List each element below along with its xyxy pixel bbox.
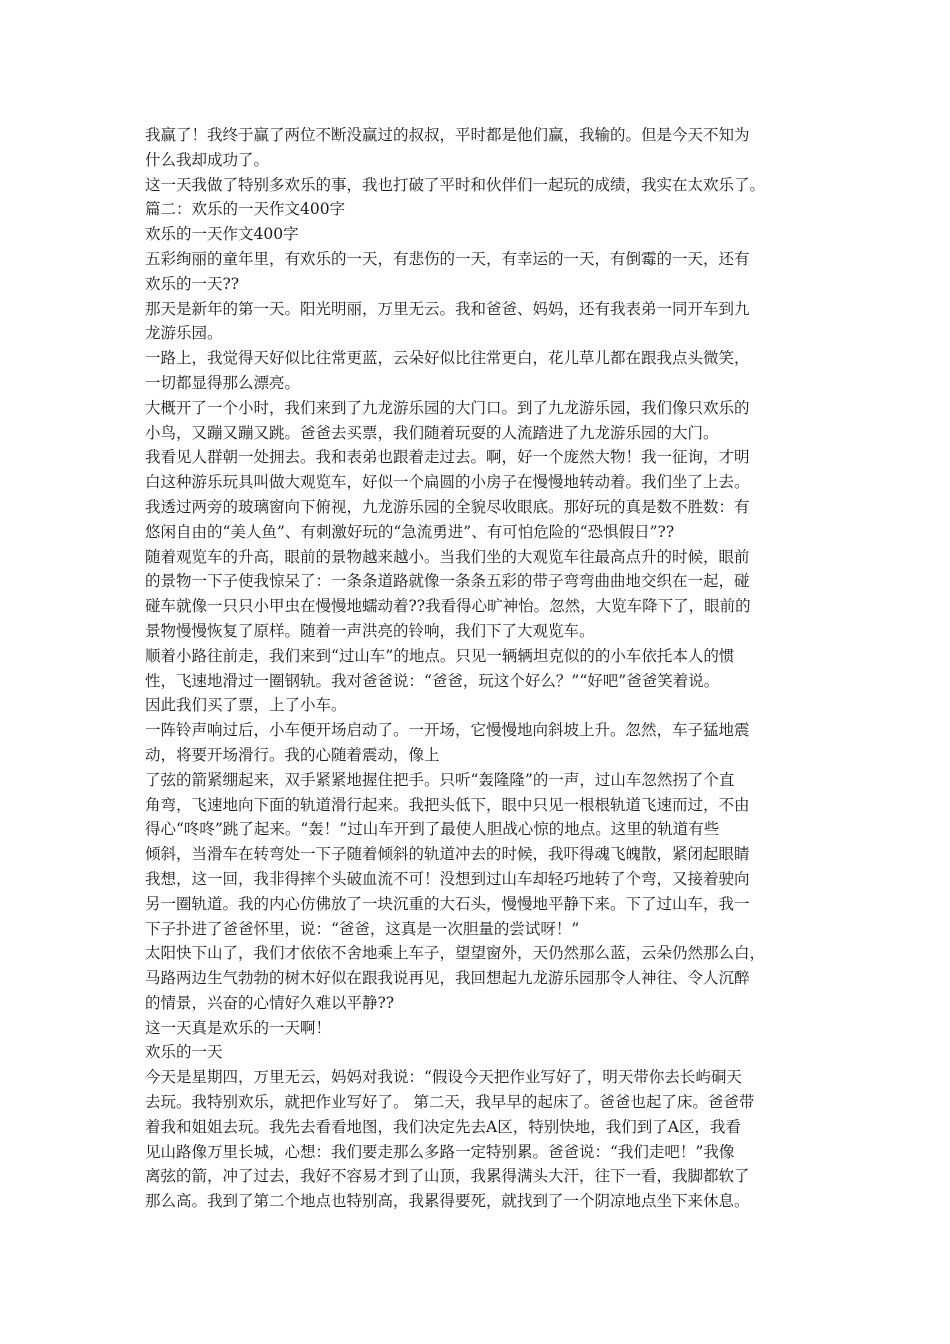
text-line: 今天是星期四，万里无云，妈妈对我说：“假设今天把作业写好了，明天带你去长屿硐天	[145, 1068, 742, 1087]
text-line: 一路上，我觉得天好似比往常更蓝，云朵好似比往常更白，花儿草儿都在跟我点头微笑，	[145, 349, 750, 368]
text-line: 下子扑进了爸爸怀里，说：“爸爸，这真是一次胆量的尝试呀！”	[145, 919, 580, 938]
text-line: 性，飞速地滑过一圈钢轨。我对爸爸说：“爸爸，玩这个好么？”“好吧”爸爸笑着说。	[145, 671, 720, 690]
text-line: 因此我们买了票，上了小车。	[145, 696, 347, 715]
text-line: 的情景，兴奋的心情好久难以平静??	[145, 993, 395, 1012]
text-line: 碰车就像一只只小甲虫在慢慢地蠕动着??我看得心旷神怡。忽然，大览车降下了，眼前的	[145, 597, 751, 616]
text-line: 白这种游乐玩具叫做大观览车，好似一个扁圆的小房子在慢慢地转动着。我们坐了上去。	[145, 473, 750, 492]
text-line: 离弦的箭，冲了过去，我好不容易才到了山顶，我累得满头大汗，往下一看，我脚都软了	[145, 1167, 750, 1186]
text-line: 欢乐的一天	[145, 1043, 223, 1062]
text-line: 见山路像万里长城，心想：我们要走那么多路一定特别累。爸爸说：“我们走吧！”我像	[145, 1142, 735, 1161]
text-line: 小鸟，又蹦又蹦又跳。爸爸去买票，我们随着玩耍的人流踏进了九龙游乐园的大门。	[145, 423, 719, 442]
text-line: 大概开了一个小时，我们来到了九龙游乐园的大门口。到了九龙游乐园，我们像只欢乐的	[145, 398, 750, 417]
text-line: 马路两边生气勃勃的树木好似在跟我说再见，我回想起九龙游乐园那令人神往、令人沉醉	[145, 969, 750, 988]
text-line: 我看见人群朝一处拥去。我和表弟也跟着走过去。啊，好一个庞然大物！我一征询，才明	[145, 448, 750, 467]
text-line: 的景物一下子使我惊呆了：一条条道路就像一条条五彩的带子弯弯曲曲地交织在一起，碰	[145, 572, 750, 591]
text-line: 一阵铃声响过后，小车便开场启动了。一开场，它慢慢地向斜坡上升。忽然，车子猛地震	[145, 721, 750, 740]
text-line: 我透过两旁的玻璃窗向下俯视，九龙游乐园的全貌尽收眼底。那好玩的真是数不胜数：有	[145, 497, 750, 516]
text-line: 五彩绚丽的童年里，有欢乐的一天，有悲伤的一天，有幸运的一天，有倒霉的一天，还有	[145, 249, 750, 268]
text-line: 得心“咚咚”跳了起来。“轰！”过山车开到了最使人胆战心惊的地点。这里的轨道有些	[145, 820, 720, 839]
text-line: 什么我却成功了。	[145, 150, 270, 169]
text-line: 我想，这一回，我非得摔个头破血流不可！没想到过山车却轻巧地转了个弯，又接着驶向	[145, 869, 750, 888]
text-line: 欢乐的一天作文400字	[145, 225, 299, 244]
text-line: 另一圈轨道。我的内心仿佛放了一块沉重的大石头，慢慢地平静下来。下了过山车，我一	[145, 894, 750, 913]
text-line: 那么高。我到了第二个地点也特别高，我累得要死，就找到了一个阴凉地点坐下来休息。	[145, 1192, 750, 1211]
document-body	[145, 123, 810, 1214]
text-line: 这一天真是欢乐的一天啊！	[145, 1018, 332, 1037]
text-line: 景物慢慢恢复了原样。随着一声洪亮的铃响，我们下了大观览车。	[145, 621, 595, 640]
text-line: 随着观览车的升高，眼前的景物越来越小。当我们坐的大观览车往最高点升的时候，眼前	[145, 547, 750, 566]
text-line: 着我和姐姐去玩。我先去看看地图，我们决定先去A区，特别快地，我们到了A区，我看	[145, 1117, 741, 1136]
text-line: 顺着小路往前走，我们来到“过山车”的地点。只见一辆辆坦克似的的小车依托本人的惯	[145, 646, 735, 665]
text-line: 一切都显得那么漂亮。	[145, 373, 301, 392]
text-line: 倾斜，当滑车在转弯处一下子随着倾斜的轨道冲去的时候，我吓得魂飞魄散，紧闭起眼睛	[145, 845, 750, 864]
text-line: 去玩。我特别欢乐，就把作业写好了。 第二天，我早早的起床了。爸爸也起了床。爸爸带	[145, 1093, 755, 1112]
text-line: 动，将要开场滑行。我的心随着震动，像上	[145, 745, 440, 764]
text-line: 了弦的箭紧绷起来，双手紧紧地握住把手。只听“轰隆隆”的一声，过山车忽然拐了个直	[145, 770, 735, 789]
text-line: 我赢了！我终于赢了两位不断没赢过的叔叔，平时都是他们赢，我输的。但是今天不知为	[145, 126, 750, 144]
text-line: 那天是新年的第一天。阳光明丽，万里无云。我和爸爸、妈妈，还有我表弟一同开车到九	[145, 299, 750, 318]
text-line: 篇二：欢乐的一天作文400字	[145, 200, 346, 219]
text-line: 这一天我做了特别多欢乐的事，我也打破了平时和伙伴们一起玩的成绩，我实在太欢乐了。	[145, 175, 766, 194]
text-line: 角弯，飞速地向下面的轨道滑行起来。我把头低下，眼中只见一根根轨道飞速而过，不由	[145, 795, 750, 814]
text-line: 龙游乐园。	[145, 324, 223, 343]
text-line: 欢乐的一天??	[145, 274, 240, 293]
text-line: 太阳快下山了，我们才依依不舍地乘上车子，望望窗外，天仍然那么蓝，云朵仍然那么白，	[145, 944, 766, 963]
text-line: 悠闲自由的“美人鱼”、有刺激好玩的“急流勇进”、有可怕危险的“恐惧假日”??	[145, 522, 675, 541]
